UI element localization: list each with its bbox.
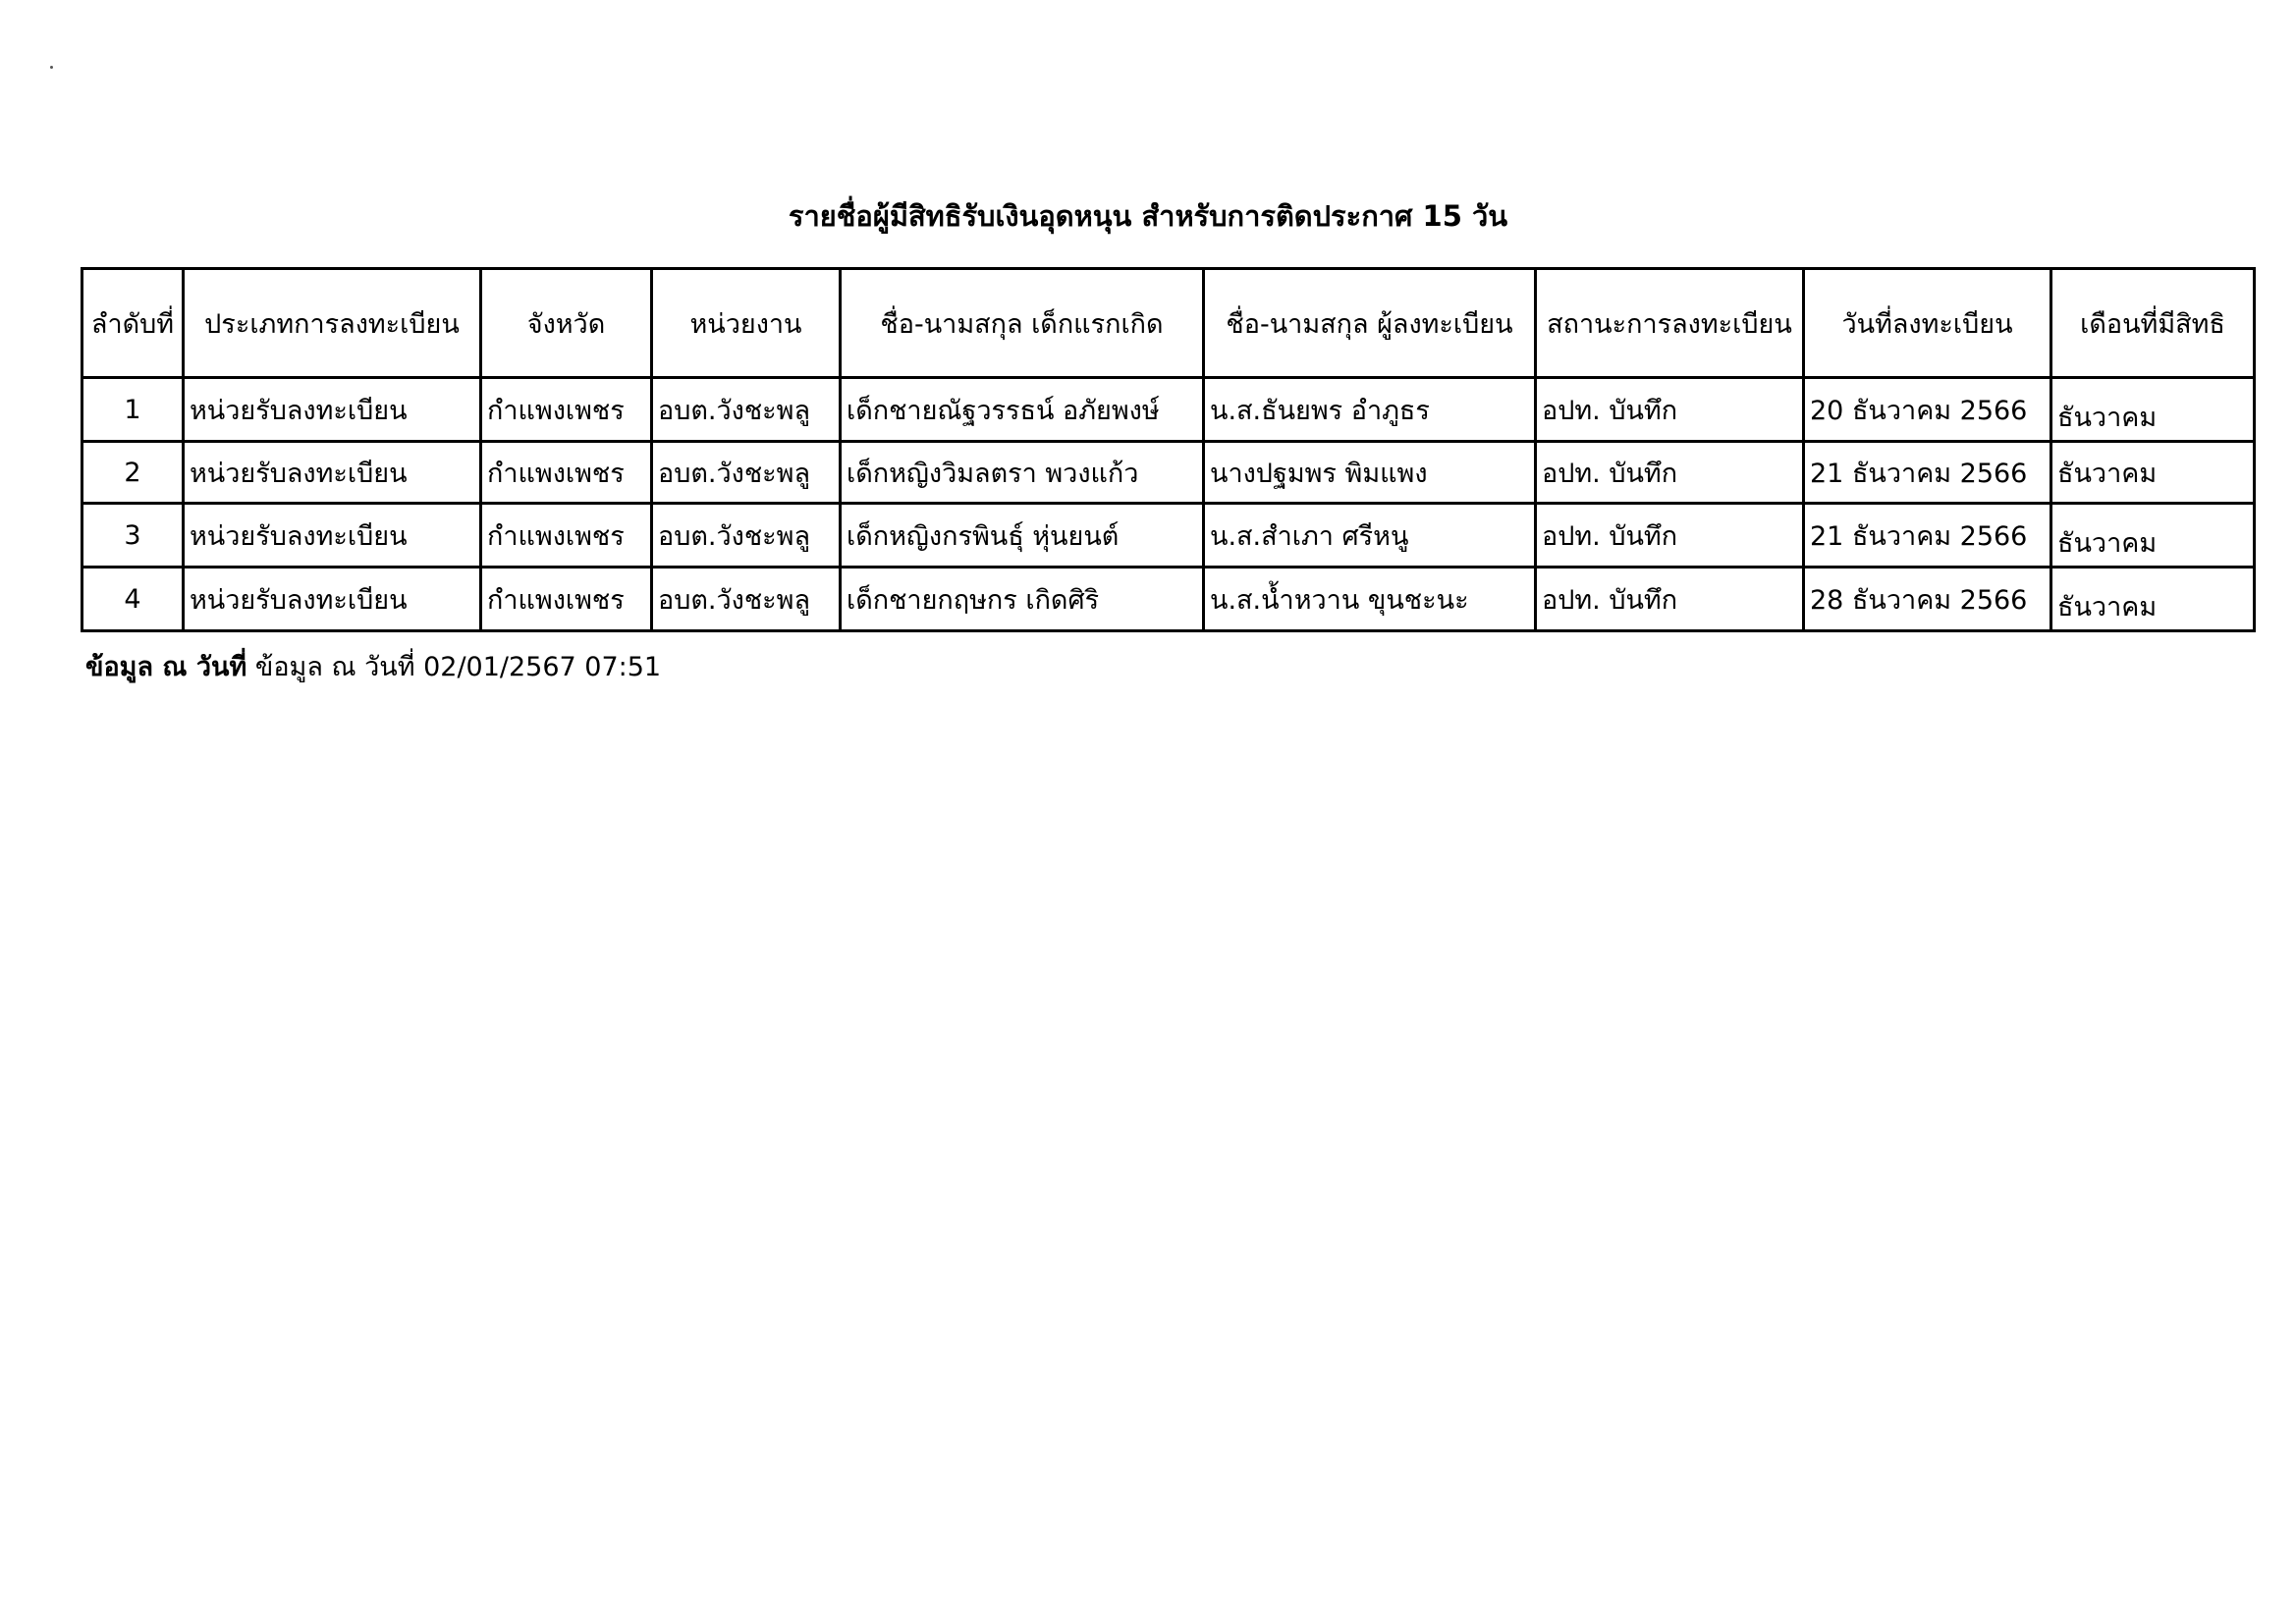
header-newborn-name: ชื่อ-นามสกุล เด็กแรกเกิด	[841, 269, 1204, 378]
cell-eligible-month: ธันวาคม	[2051, 442, 2255, 504]
cell-province: กำแพงเพชร	[481, 378, 652, 442]
cell-province: กำแพงเพชร	[481, 568, 652, 631]
cell-registrant-name: น.ส.ธันยพร อำภูธร	[1204, 378, 1536, 442]
header-registration-type: ประเภทการลงทะเบียน	[184, 269, 481, 378]
cell-newborn-name: เด็กชายกฤษกร เกิดศิริ	[841, 568, 1204, 631]
header-eligible-month: เดือนที่มีสิทธิ	[2051, 269, 2255, 378]
data-as-of-value: ข้อมูล ณ วันที่ 02/01/2567 07:51	[246, 652, 662, 682]
cell-registration-date: 21 ธันวาคม 2566	[1804, 442, 2051, 504]
cell-registration-date: 20 ธันวาคม 2566	[1804, 378, 2051, 442]
table-row	[82, 568, 2255, 631]
header-order: ลำดับที่	[82, 269, 184, 378]
cell-registration-date: 21 ธันวาคม 2566	[1804, 504, 2051, 568]
cell-eligible-month: ธันวาคม	[2051, 378, 2255, 442]
cell-order: 3	[82, 504, 184, 568]
cell-registrant-name: น.ส.น้ำหวาน ขุนชะนะ	[1204, 568, 1536, 631]
cell-order: 1	[82, 378, 184, 442]
cell-registration-type: หน่วยรับลงทะเบียน	[184, 442, 481, 504]
cell-registration-date: 28 ธันวาคม 2566	[1804, 568, 2051, 631]
header-registration-status: สถานะการลงทะเบียน	[1536, 269, 1804, 378]
cell-agency: อบต.วังชะพลู	[652, 504, 841, 568]
scan-speck	[50, 66, 53, 69]
table-row	[82, 504, 2255, 568]
cell-registration-status: อปท. บันทึก	[1536, 378, 1804, 442]
header-province: จังหวัด	[481, 269, 652, 378]
cell-registration-status: อปท. บันทึก	[1536, 442, 1804, 504]
cell-eligible-month: ธันวาคม	[2051, 568, 2255, 631]
cell-agency: อบต.วังชะพลู	[652, 568, 841, 631]
header-registrant-name: ชื่อ-นามสกุล ผู้ลงทะเบียน	[1204, 269, 1536, 378]
header-row	[82, 269, 2255, 378]
cell-newborn-name: เด็กหญิงวิมลตรา พวงแก้ว	[841, 442, 1204, 504]
cell-registration-type: หน่วยรับลงทะเบียน	[184, 568, 481, 631]
table-row	[82, 378, 2255, 442]
cell-newborn-name: เด็กชายณัฐวรรธน์ อภัยพงษ์	[841, 378, 1204, 442]
header-registration-date: วันที่ลงทะเบียน	[1804, 269, 2051, 378]
cell-registrant-name: นางปฐมพร พิมแพง	[1204, 442, 1536, 504]
cell-registration-status: อปท. บันทึก	[1536, 568, 1804, 631]
cell-agency: อบต.วังชะพลู	[652, 378, 841, 442]
page-title: รายชื่อผู้มีสิทธิรับเงินอุดหนุน สำหรับการติดประกาศ 15 วัน	[788, 199, 1508, 233]
registration-table	[81, 267, 2256, 632]
cell-registrant-name: น.ส.สำเภา ศรีหนู	[1204, 504, 1536, 568]
cell-eligible-month: ธันวาคม	[2051, 504, 2255, 568]
data-as-of-note	[85, 648, 661, 687]
cell-province: กำแพงเพชร	[481, 504, 652, 568]
cell-registration-type: หน่วยรับลงทะเบียน	[184, 378, 481, 442]
cell-newborn-name: เด็กหญิงกรพินธุ์ หุ่นยนต์	[841, 504, 1204, 568]
header-agency: หน่วยงาน	[652, 269, 841, 378]
cell-agency: อบต.วังชะพลู	[652, 442, 841, 504]
cell-order: 4	[82, 568, 184, 631]
cell-registration-type: หน่วยรับลงทะเบียน	[184, 504, 481, 568]
cell-registration-status: อปท. บันทึก	[1536, 504, 1804, 568]
cell-province: กำแพงเพชร	[481, 442, 652, 504]
table-row	[82, 442, 2255, 504]
cell-order: 2	[82, 442, 184, 504]
data-as-of-label: ข้อมูล ณ วันที่	[85, 652, 247, 682]
